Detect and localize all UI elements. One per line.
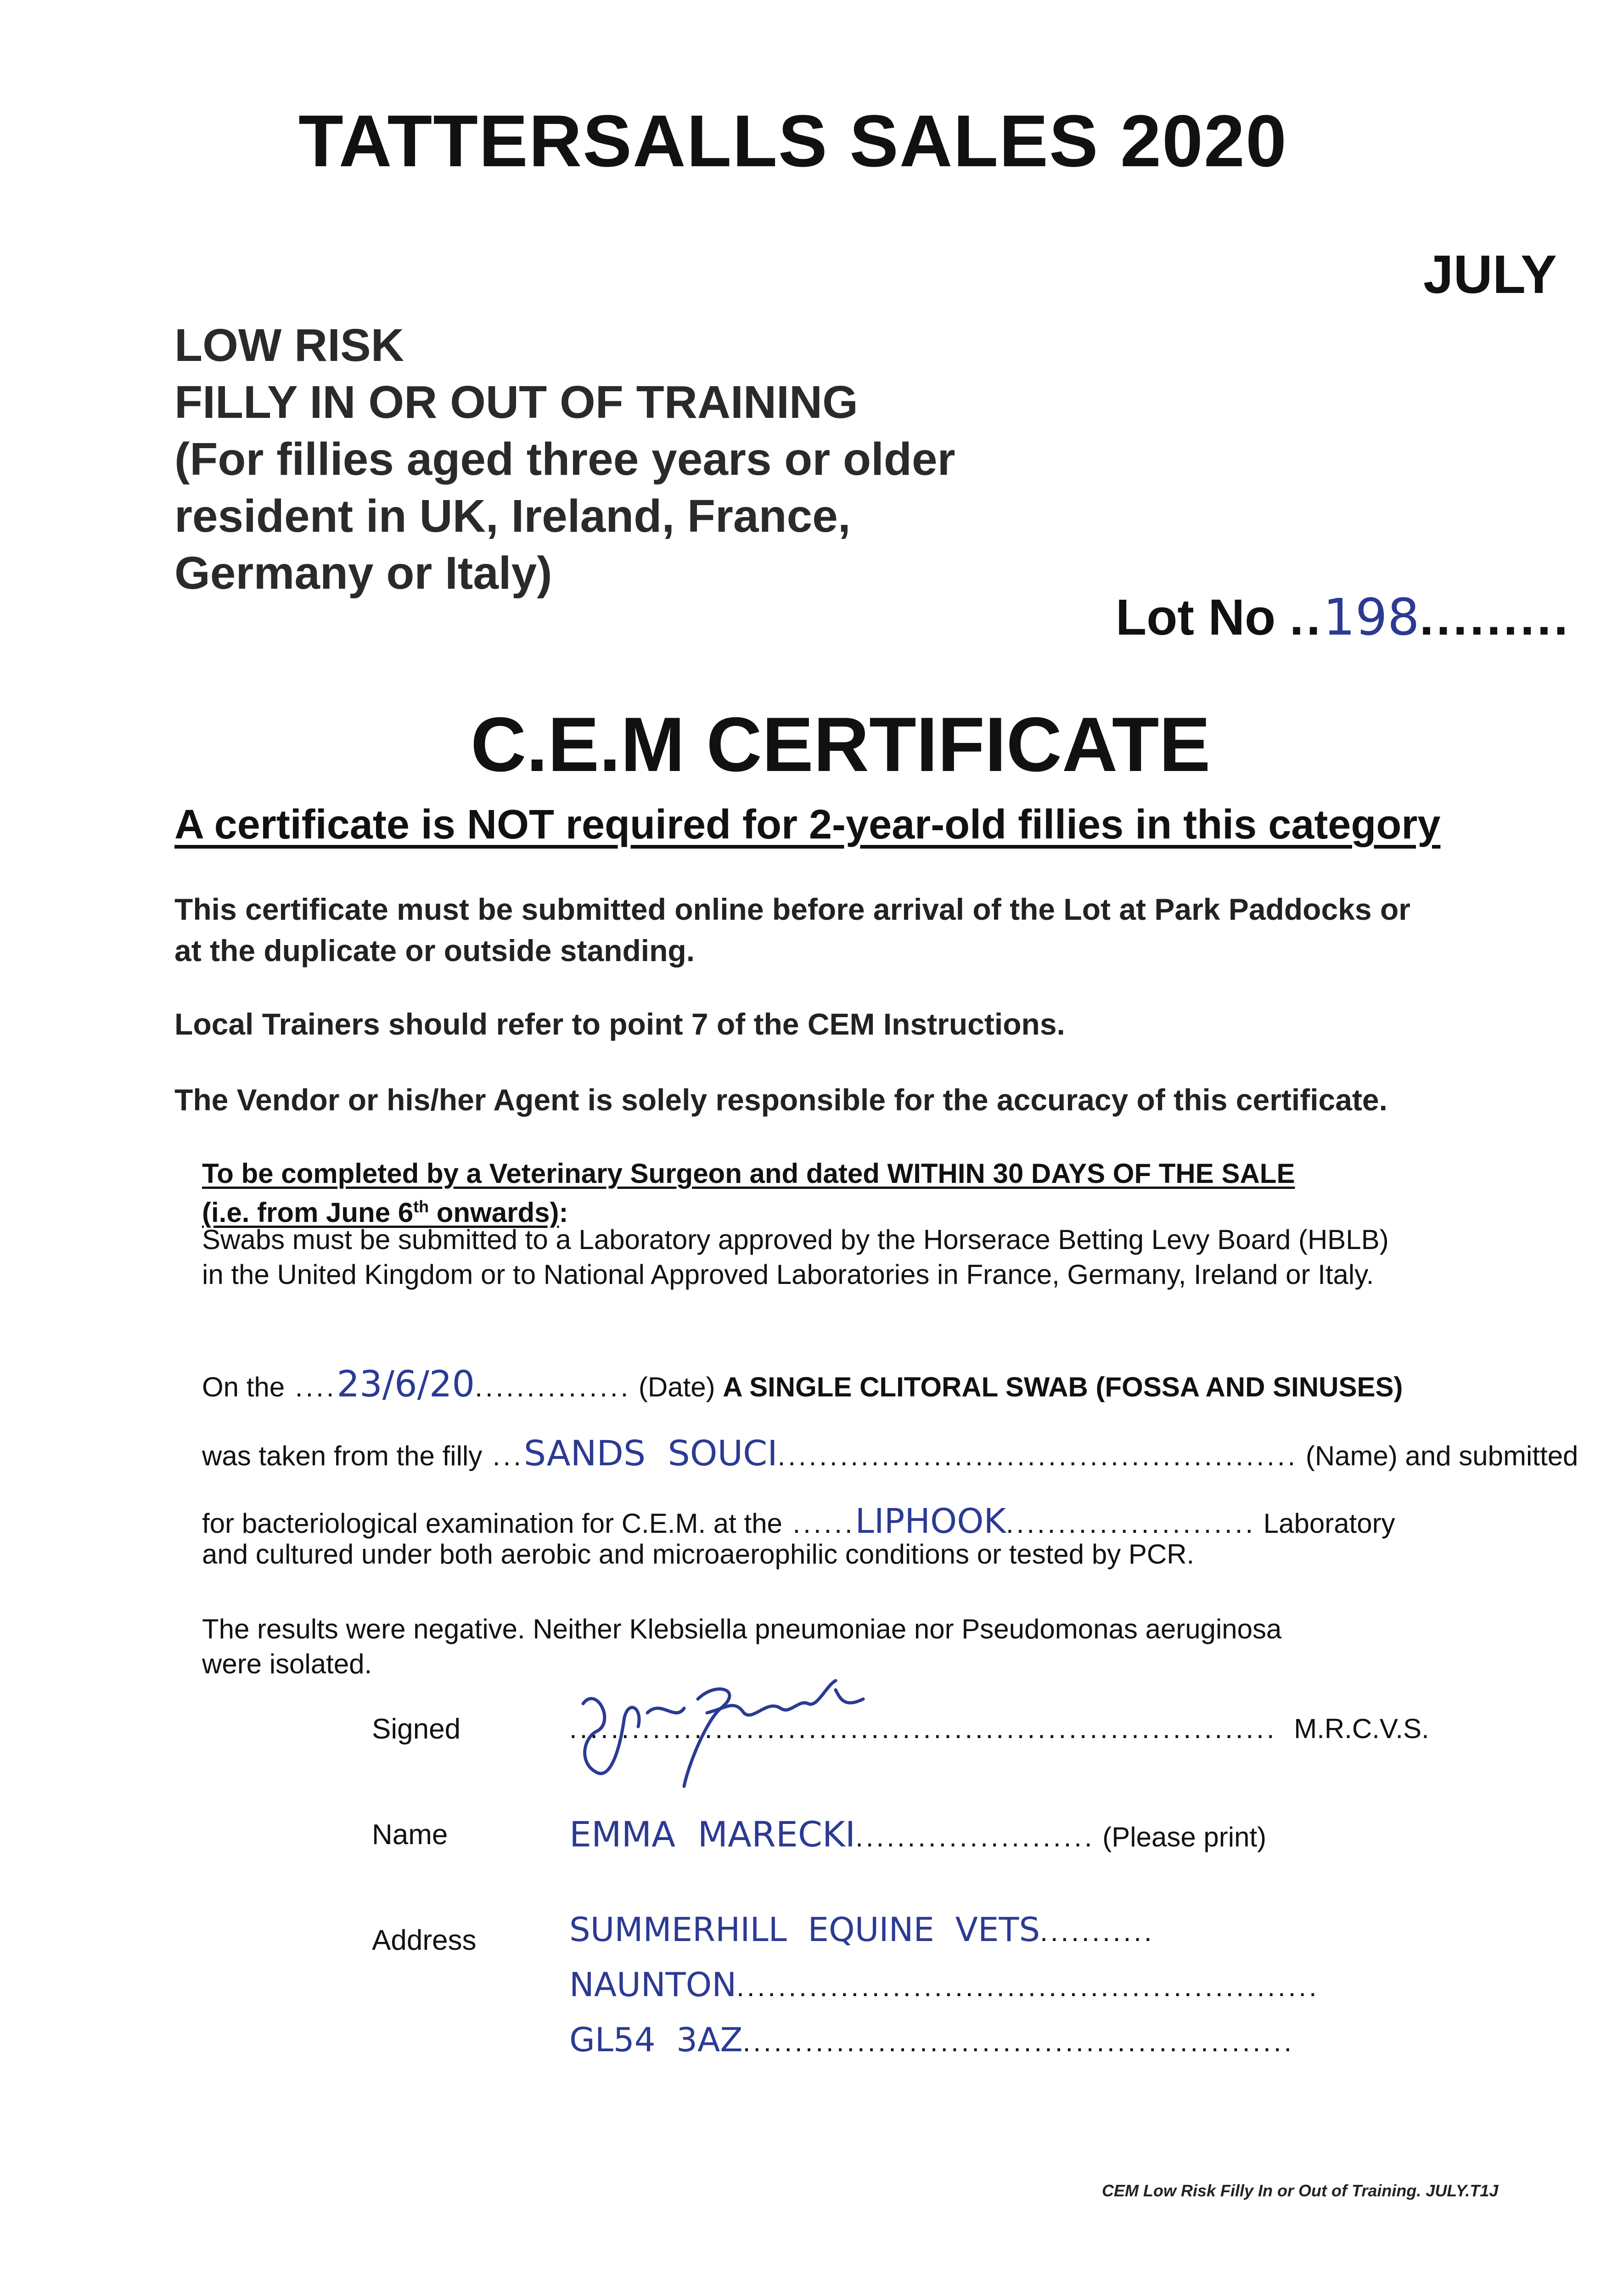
sale-month: JULY	[1423, 244, 1557, 305]
vet-section-heading: To be completed by a Veterinary Surgeon and dated WITHIN 30 DAYS OF THE SALE (i.e. from June 6th onwards):	[202, 1158, 1295, 1228]
filly-name-row: was taken from the filly ...SANDS SOUCI.................................................. (Name) and submitted	[202, 1433, 1578, 1474]
laboratory-field[interactable]: LIPHOOK	[855, 1502, 1006, 1541]
signed-label: Signed	[372, 1713, 461, 1745]
name-label: Name	[372, 1819, 448, 1851]
address-field[interactable]: NAUNTON	[569, 1965, 737, 2004]
mrcvs-label: M.R.C.V.S.	[1294, 1713, 1429, 1744]
category-line: FILLY IN OR OUT OF TRAINING	[174, 377, 858, 428]
vendor-responsibility-note: The Vendor or his/her Agent is solely responsible for the accuracy of this certificate.	[174, 1083, 1387, 1117]
address-line: NAUNTON........................................................	[569, 1965, 1320, 2004]
form-reference: CEM Low Risk Filly In or Out of Training. JULY.T1J	[1102, 2181, 1499, 2200]
certificate-notice: A certificate is NOT required for 2-year-old fillies in this category	[174, 802, 1441, 848]
swab-type: A SINGLE CLITORAL SWAB (FOSSA AND SINUSES)	[723, 1372, 1403, 1402]
category-line: LOW RISK	[174, 320, 404, 371]
print-note: (Please print)	[1102, 1822, 1267, 1852]
instruction-line: This certificate must be submitted online before arrival of the Lot at Park Paddocks or	[174, 892, 1410, 926]
category-line: Germany or Italy)	[174, 547, 552, 599]
vet-name-row: EMMA MARECKI....................... (Please print)	[569, 1814, 1267, 1855]
swabs-line: Swabs must be submitted to a Laboratory approved by the Horserace Betting Levy Board (HBLB)	[202, 1224, 1389, 1255]
category-line: resident in UK, Ireland, France,	[174, 490, 851, 542]
swabs-instruction	[202, 1222, 1389, 1292]
results-statement: The results were negative. Neither Klebsiella pneumoniae nor Pseudomonas aeruginosa were isolated.	[202, 1614, 1282, 1679]
vet-name-field[interactable]: EMMA MARECKI	[569, 1814, 856, 1855]
swab-date-field[interactable]: 23/6/20	[337, 1364, 475, 1405]
submission-instruction	[174, 889, 1410, 971]
filly-name-field[interactable]: SANDS SOUCI	[523, 1433, 778, 1474]
swabs-line: in the United Kingdom or to National Approved Laboratories in France, Germany, Ireland or Italy.	[202, 1259, 1374, 1290]
category-block	[174, 317, 955, 602]
lot-value: 198	[1323, 588, 1420, 647]
swab-date-row: On the ....23/6/20............... (Date) A SINGLE CLITORAL SWAB (FOSSA AND SINUSES)	[202, 1364, 1403, 1405]
laboratory-row: for bacteriological examination for C.E.M. at the ......LIPHOOK........................ Laboratory	[202, 1502, 1395, 1541]
address-label: Address	[372, 1925, 477, 1956]
lot-label: Lot No	[1116, 589, 1276, 646]
address-line: GL54 3AZ.....................................................	[569, 2020, 1295, 2059]
certificate-title: C.E.M CERTIFICATE	[471, 701, 1211, 788]
address-line: SUMMERHILL EQUINE VETS...........	[569, 1910, 1155, 1949]
signature-line: .................................................................... M.R.C.V.S.	[569, 1713, 1429, 1744]
culture-conditions: and cultured under both aerobic and microaerophilic conditions or tested by PCR.	[202, 1539, 1195, 1570]
category-line: (For fillies aged three years or older	[174, 433, 955, 485]
lot-number-row: Lot No ..198.........	[1116, 588, 1571, 647]
local-trainers-note: Local Trainers should refer to point 7 of the CEM Instructions.	[174, 1007, 1065, 1041]
vet-heading-date: (i.e. from June 6	[202, 1197, 414, 1228]
page-title: TATTERSALLS SALES 2020	[298, 100, 1287, 182]
address-field[interactable]: SUMMERHILL EQUINE VETS	[569, 1910, 1040, 1949]
ordinal-suffix: th	[413, 1197, 429, 1216]
address-field[interactable]: GL54 3AZ	[569, 2020, 743, 2059]
vet-heading-line: To be completed by a Veterinary Surgeon and dated WITHIN 30 DAYS OF THE SALE	[202, 1158, 1295, 1189]
instruction-line: at the duplicate or outside standing.	[174, 934, 695, 968]
